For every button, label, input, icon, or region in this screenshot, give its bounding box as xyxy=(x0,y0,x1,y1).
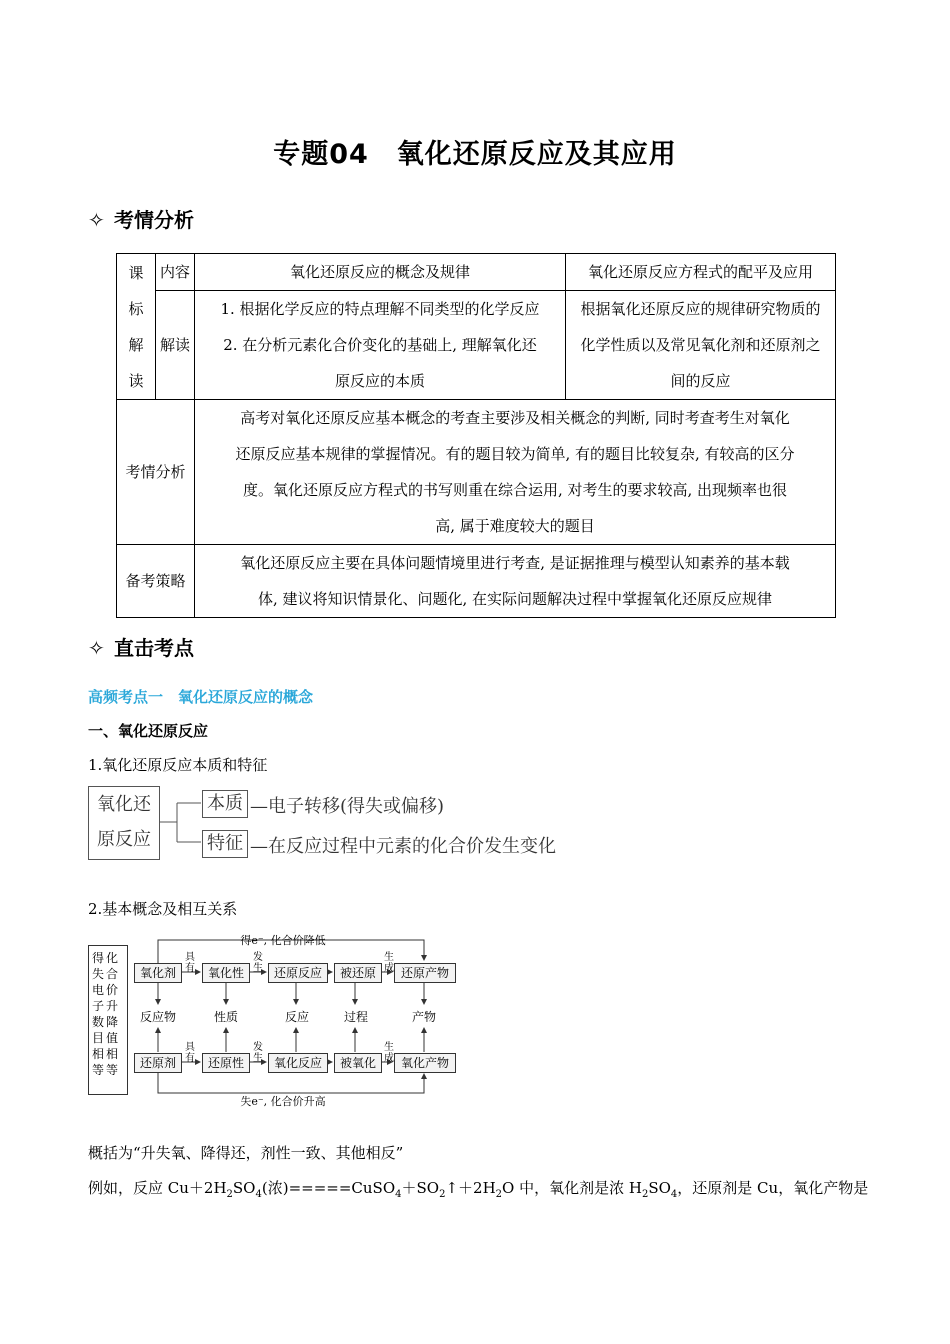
cell-line: 根据氧化还原反应的规律研究物质的 xyxy=(580,300,821,318)
essence-box: 本质 xyxy=(202,790,248,818)
link-label: 生成 xyxy=(384,1042,394,1064)
section-heading-analysis xyxy=(88,204,194,233)
strategy-body xyxy=(195,545,836,618)
link-label: 发生 xyxy=(253,952,263,974)
text-run: SO xyxy=(648,1179,671,1197)
subscript: 4 xyxy=(255,1189,262,1200)
cell-line: 2. 在分析元素化合价变化的基础上, 理解氧化还 xyxy=(223,336,537,354)
col2-body xyxy=(566,291,836,400)
mid-label: 产物 xyxy=(411,1010,436,1024)
cell-line: 化学性质以及常见氧化剂和还原剂之 xyxy=(580,336,821,354)
content-label: 内容 xyxy=(156,254,195,291)
paragraph: 2.基本概念及相互关系 xyxy=(88,900,238,918)
star-icon: ✧ xyxy=(88,208,105,232)
concept-figure-1 xyxy=(88,786,588,862)
text-run: O 中，氧化剂是浓 H xyxy=(502,1179,642,1197)
reduction-product-box: 还原产物 xyxy=(394,963,456,983)
top-arrow-label: 得e⁻, 化合价降低 xyxy=(240,934,326,947)
link-label: 具有 xyxy=(185,952,195,974)
link-label: 生成 xyxy=(384,952,394,974)
reduction-box: 还原反应 xyxy=(268,963,328,983)
feature-text: —在反应过程中元素的化合价发生变化 xyxy=(250,836,556,857)
vert-char: 读 xyxy=(128,371,144,390)
subscript: 2 xyxy=(641,1189,649,1200)
oxidizing-box: 氧化性 xyxy=(202,963,250,983)
page-title: 专题04 氧化还原反应及其应用 xyxy=(273,139,677,170)
text-run: SO xyxy=(232,1179,256,1197)
cell-line: 高考对氧化还原反应基本概念的考查主要涉及相关概念的判断, 同时考查考生对氧化 xyxy=(240,409,790,427)
vert-char: 课 xyxy=(128,263,144,282)
subscript: 4 xyxy=(670,1189,678,1200)
vert-char: 解 xyxy=(128,335,144,354)
text-run: ，还原剂是 Cu，氧化产物是 xyxy=(677,1179,869,1197)
side-box xyxy=(88,945,128,1095)
text-run: ＋SO xyxy=(401,1179,440,1197)
analysis-body xyxy=(195,400,836,545)
reduced-box: 被还原 xyxy=(334,963,382,983)
analysis-table xyxy=(116,253,836,618)
feature-box: 特征 xyxy=(202,830,248,858)
cell-line: 高, 属于难度较大的题目 xyxy=(435,517,595,535)
cell-line: 1. 根据化学反应的特点理解不同类型的化学反应 xyxy=(220,300,540,318)
subscript: 2 xyxy=(439,1189,446,1200)
reducing-box: 还原性 xyxy=(202,1053,250,1073)
cell-line: 体, 建议将知识情景化、问题化, 在实际问题解决过程中掌握氧化还原反应规律 xyxy=(257,590,773,608)
cell-line: 度。氧化还原反应方程式的书写则重在综合运用, 对考生的要求较高, 出现频率也很 xyxy=(242,481,788,499)
col1-body xyxy=(195,291,566,400)
section-heading-points xyxy=(88,632,194,661)
cell-line: 原反应的本质 xyxy=(334,372,425,390)
key-point-heading: 高频考点一 氧化还原反应的概念 xyxy=(88,688,314,706)
oxidation-box: 氧化反应 xyxy=(268,1053,328,1073)
cell-line: 还原反应基本规律的掌握情况。有的题目较为简单, 有的题目比较复杂, 有较高的区分 xyxy=(235,445,795,463)
concept-figure-2 xyxy=(88,930,468,1110)
reductant-box: 还原剂 xyxy=(134,1053,182,1073)
side-text: 得化失合电价子升数降目值相相等等 xyxy=(92,951,121,1077)
bracket-icon xyxy=(159,786,204,862)
paragraph: 1.氧化还原反应本质和特征 xyxy=(88,756,268,774)
mid-label: 反应物 xyxy=(139,1010,176,1024)
summary-paragraph: 概括为“升失氧、降得还，剂性一致、其他相反” xyxy=(88,1144,404,1162)
bottom-arrow-label: 失e⁻, 化合价升高 xyxy=(240,1095,326,1108)
oxidant-box: 氧化剂 xyxy=(134,963,182,983)
col1-head: 氧化还原反应的概念及规律 xyxy=(195,254,566,291)
text-run: (浓)=====CuSO xyxy=(261,1179,396,1197)
oxidized-box: 被氧化 xyxy=(334,1053,382,1073)
left-box xyxy=(88,786,160,860)
analysis-label: 考情分析 xyxy=(117,400,195,545)
cell-line: 氧化还原反应主要在具体问题情境里进行考查, 是证据推理与模型认知素养的基本载 xyxy=(240,554,790,572)
col2-head: 氧化还原反应方程式的配平及应用 xyxy=(566,254,836,291)
section-title: 考情分析 xyxy=(114,208,194,232)
curriculum-label xyxy=(117,254,156,400)
mid-label: 性质 xyxy=(213,1010,238,1024)
cell-line: 间的反应 xyxy=(670,372,731,390)
box-line: 氧化还 xyxy=(97,794,151,815)
text-run: ↑＋2H xyxy=(445,1179,496,1197)
link-label: 具有 xyxy=(185,1042,195,1064)
subscript: 2 xyxy=(495,1189,503,1200)
strategy-label: 备考策略 xyxy=(117,545,195,618)
vert-char: 标 xyxy=(128,299,144,318)
mid-label: 过程 xyxy=(343,1010,368,1024)
text-run: 例如，反应 Cu＋2H xyxy=(88,1179,227,1197)
subheading: 一、氧化还原反应 xyxy=(88,722,209,740)
mid-label: 反应 xyxy=(284,1010,309,1024)
interpret-label: 解读 xyxy=(156,291,195,400)
subscript: 2 xyxy=(226,1189,233,1200)
oxidation-product-box: 氧化产物 xyxy=(394,1053,456,1073)
section-title: 直击考点 xyxy=(114,636,194,660)
box-line: 原反应 xyxy=(97,829,151,850)
subscript: 4 xyxy=(395,1189,402,1200)
star-icon: ✧ xyxy=(88,636,105,660)
example-paragraph xyxy=(88,1177,868,1200)
link-label: 发生 xyxy=(253,1042,263,1064)
essence-text: —电子转移(得失或偏移) xyxy=(250,796,445,817)
